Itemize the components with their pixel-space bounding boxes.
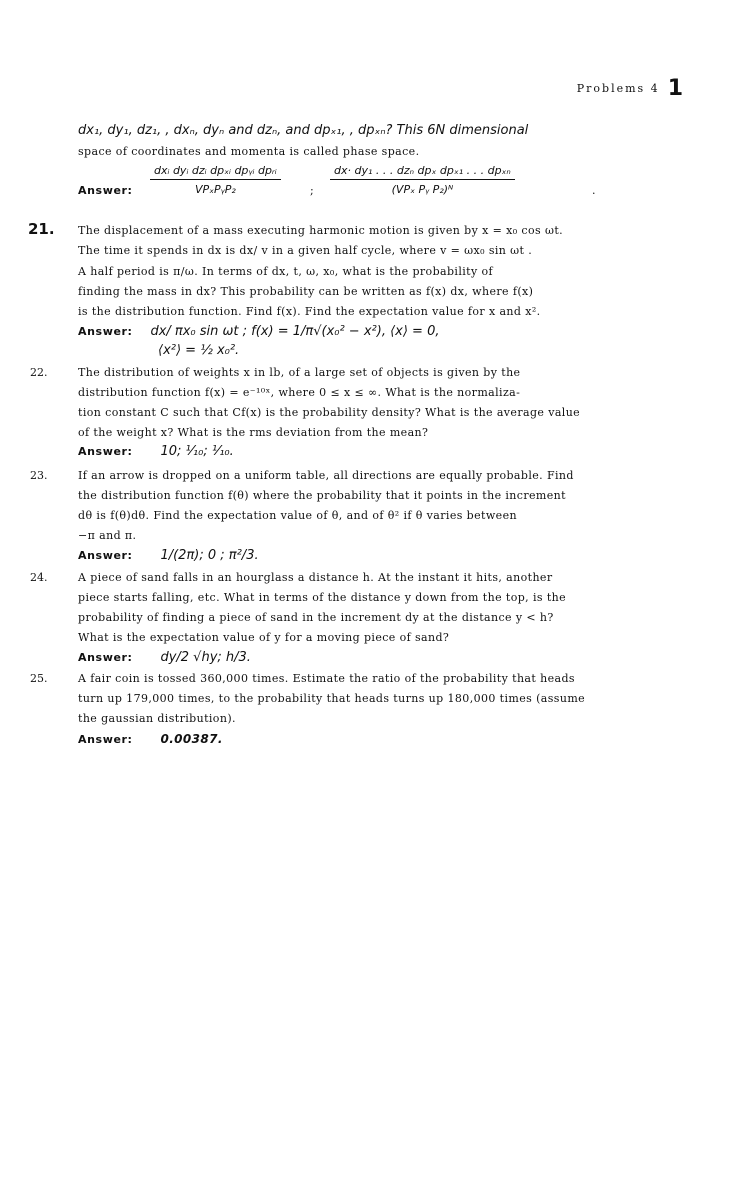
answer-label: Answer:: [78, 651, 133, 664]
intro-answer-label: Answer:: [78, 184, 133, 197]
problem-24-line-2: piece starts falling, etc. What in terms of the distance y down from the top, is the: [78, 591, 567, 604]
problem-21-line-5: is the distribution function. Find f(x). Find the expectation value for x and x².: [78, 305, 541, 318]
page-header: [577, 76, 683, 101]
intro-end: .: [592, 184, 596, 197]
page-number: 1: [667, 76, 683, 101]
problem-23-line-1: If an arrow is dropped on a uniform table, all directions are equally probable. Find: [78, 469, 574, 482]
problem-21-line-1: The displacement of a mass executing harmonic motion is given by x = x₀ cos ωt.: [78, 224, 564, 237]
problem-21-number: 21.: [28, 220, 55, 238]
intro-line-2: space of coordinates and momenta is called phase space.: [78, 145, 420, 158]
intro-separator: ;: [310, 184, 315, 197]
problem-23-answer: [78, 549, 259, 563]
answer-label: Answer:: [78, 733, 133, 746]
problem-24-line-4: What is the expectation value of y for a moving piece of sand?: [78, 631, 450, 644]
answer-text: 0.00387.: [160, 732, 223, 746]
answer-label: Answer:: [78, 445, 133, 458]
problem-22-line-4: of the weight x? What is the rms deviation from the mean?: [78, 426, 429, 439]
problem-22-line-1: The distribution of weights x in lb, of a large set of objects is given by the: [78, 366, 521, 379]
fraction-numerator: dx· dy₁ . . . dzₙ dpₓ dpₓ₁ . . . dpₓₙ: [330, 164, 515, 180]
answer-label: Answer:: [78, 549, 133, 562]
problem-25-line-1: A fair coin is tossed 360,000 times. Estimate the ratio of the probability that heads: [78, 672, 575, 685]
problem-25-line-2: turn up 179,000 times, to the probability that heads turns up 180,000 times (assume: [78, 692, 586, 705]
running-title: Problems 4: [576, 82, 660, 95]
problem-25-number: 25.: [30, 672, 48, 685]
problem-21-answer-2: ⟨x²⟩ = ½ x₀².: [158, 343, 240, 358]
fraction-numerator: dxᵢ dyᵢ dzᵢ dpₓᵢ dpᵧᵢ dpᵣᵢ: [150, 164, 281, 180]
fraction-denominator: (VPₓ Pᵧ P₂)ᴺ: [391, 183, 454, 196]
answer-label: Answer:: [78, 325, 133, 338]
problem-21-line-3: A half period is π/ω. In terms of dx, t, ω, x₀, what is the probability of: [78, 265, 494, 278]
intro-line-1: dx₁, dy₁, dz₁, , dxₙ, dyₙ and dzₙ, and dpₓ₁, , dpₓₙ? This 6N dimensional: [78, 123, 529, 138]
problem-24-number: 24.: [30, 571, 48, 584]
intro-fraction-2: [330, 164, 515, 196]
problem-25-line-3: the gaussian distribution).: [78, 712, 236, 725]
problem-25-answer: [78, 732, 223, 747]
problem-22-line-3: tion constant C such that Cf(x) is the probability density? What is the average value: [78, 406, 581, 419]
problem-23-line-4: −π and π.: [78, 529, 137, 542]
answer-text: 1/(2π); 0 ; π²/3.: [160, 548, 259, 563]
problem-22-number: 22.: [30, 366, 48, 379]
problem-21-answer: [78, 325, 439, 339]
problem-24-answer: [78, 651, 251, 665]
problem-22-line-2: distribution function f(x) = e⁻¹⁰ˣ, where 0 ≤ x ≤ ∞. What is the normaliza-: [78, 386, 521, 399]
fraction-denominator: VPₓPᵧP₂: [194, 183, 236, 196]
problem-23-line-2: the distribution function f(θ) where the probability that it points in the increment: [78, 489, 566, 502]
answer-text: dy/2 √hy; h/3.: [160, 650, 251, 665]
problem-24-line-3: probability of finding a piece of sand in the increment dy at the distance y < h?: [78, 611, 554, 624]
answer-text: 10; ¹⁄₁₀; ¹⁄₁₀.: [160, 444, 234, 459]
problem-23-number: 23.: [30, 469, 48, 482]
problem-21-line-2: The time it spends in dx is dx/ v in a given half cycle, where v = ωx₀ sin ωt .: [78, 244, 533, 257]
problem-24-line-1: A piece of sand falls in an hourglass a distance h. At the instant it hits, another: [78, 571, 553, 584]
problem-23-line-3: dθ is f(θ)dθ. Find the expectation value of θ, and of θ² if θ varies between: [78, 509, 517, 522]
answer-text: dx/ πx₀ sin ωt ; f(x) = 1/π√(x₀² − x²), ⟨x⟩ = 0,: [150, 324, 440, 339]
intro-fraction-1: [150, 164, 281, 196]
problem-21-line-4: finding the mass in dx? This probability can be written as f(x) dx, where f(x): [78, 285, 534, 298]
problem-22-answer: [78, 445, 234, 459]
